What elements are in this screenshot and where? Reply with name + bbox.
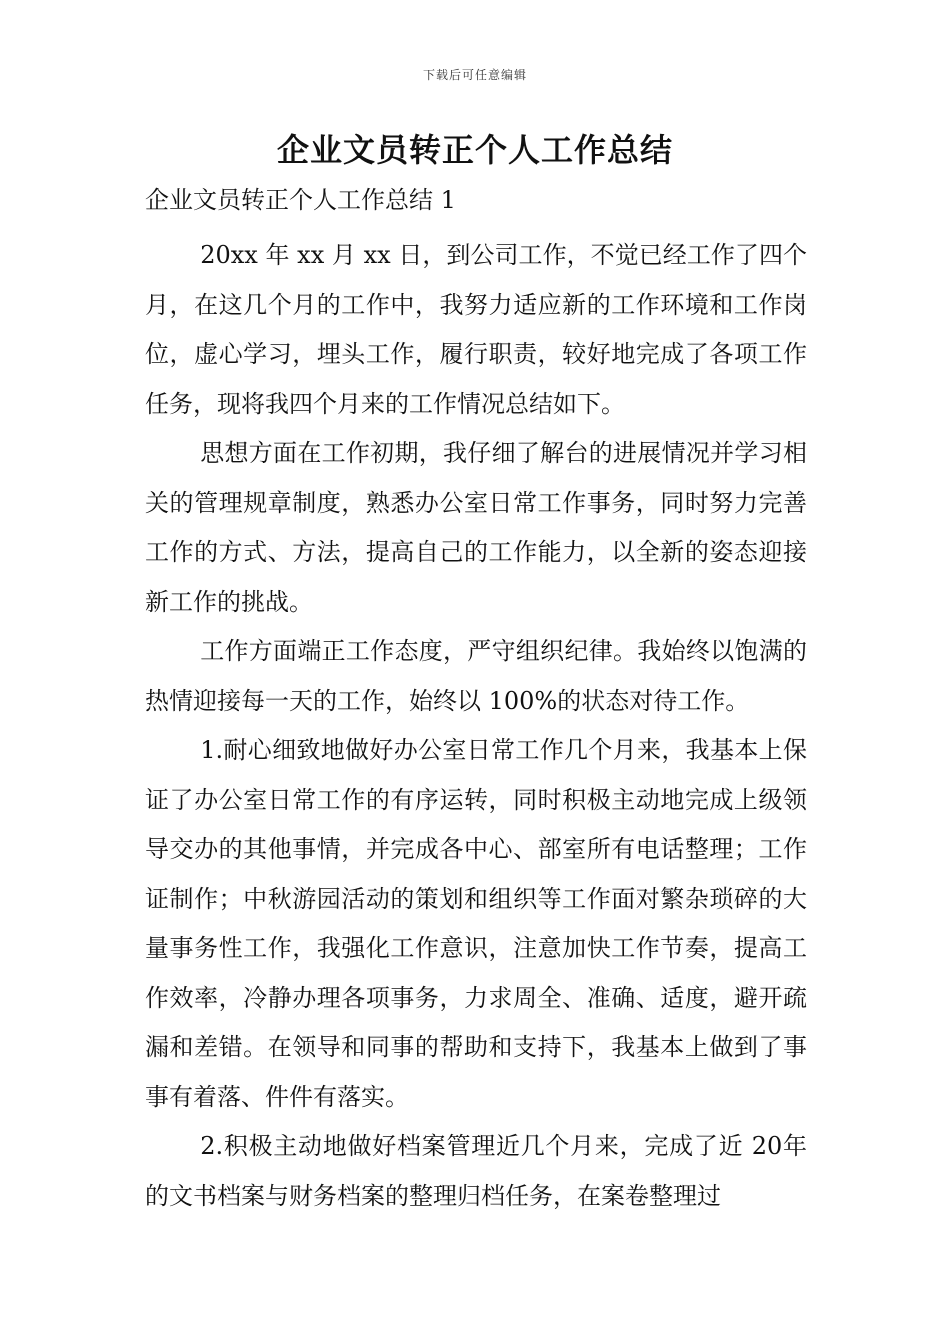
document-title: 企业文员转正个人工作总结: [276, 131, 673, 169]
paragraph: 20xx 年 xx 月 xx 日，到公司工作，不觉已经工作了四个月，在这几个月的工作中，我努力适应新的工作环境和工作岗位，虚心学习，埋头工作，履行职责，较好地完成了各项工作任务，现将我四个月来的工作情况总结如下。: [145, 241, 807, 418]
header-note: 下载后可任意编辑: [422, 68, 527, 82]
document-body: [145, 231, 807, 1221]
paragraph: 思想方面在工作初期，我仔细了解台的进展情况并学习相关的管理规章制度，熟悉办公室日常工作事务，同时努力完善工作的方式、方法，提高自己的工作能力，以全新的姿态迎接新工作的挑战。: [145, 439, 807, 616]
paragraph: 1.耐心细致地做好办公室日常工作几个月来，我基本上保证了办公室日常工作的有序运转，同时积极主动地完成上级领导交办的其他事情，并完成各中心、部室所有电话整理；工作证制作；中秋游园活动的策划和组织等工作面对繁杂琐碎的大量事务性工作，我强化工作意识，注意加快工作节奏，提高工作效率，冷静办理各项事务，力求周全、准确、适度，避开疏漏和差错。在领导和同事的帮助和支持下，我基本上做到了事事有着落、件件有落实。: [145, 736, 807, 1111]
paragraph: 2.积极主动地做好档案管理近几个月来，完成了近 20年的文书档案与财务档案的整理归档任务，在案卷整理过: [145, 1132, 807, 1210]
section-subtitle: 企业文员转正个人工作总结 1: [145, 186, 456, 214]
paragraph: 工作方面端正工作态度，严守组织纪律。我始终以饱满的热情迎接每一天的工作，始终以 100%的状态对待工作。: [145, 637, 807, 715]
